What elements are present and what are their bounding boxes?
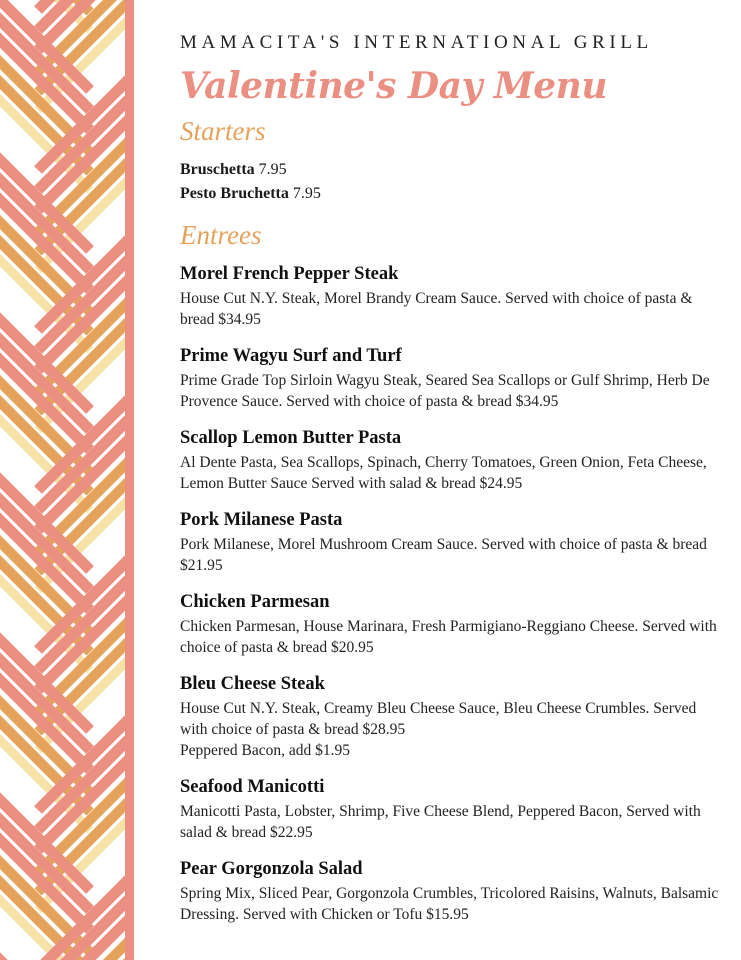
entree-item (180, 775, 720, 843)
entree-item (180, 508, 720, 576)
entree-description: Spring Mix, Sliced Pear, Gorgonzola Crumbles, Tricolored Raisins, Walnuts, Balsamic Dressing. Served with Chicken or Tofu $15.95 (180, 885, 719, 923)
starter-item (180, 158, 720, 182)
entree-item (180, 672, 720, 761)
entrees-list (180, 262, 720, 925)
entree-description: Pork Milanese, Morel Mushroom Cream Sauce. Served with choice of pasta & bread $21.95 (180, 536, 707, 574)
entree-description: Chicken Parmesan, House Marinara, Fresh Parmigiano-Reggiano Cheese. Served with choice of pasta & bread $20.95 (180, 618, 717, 656)
starter-price: 7.95 (258, 161, 287, 178)
entree-name: Scallop Lemon Butter Pasta (180, 428, 402, 448)
entree-name: Chicken Parmesan (180, 592, 330, 612)
border-edge-bar (125, 0, 134, 960)
entree-name: Pork Milanese Pasta (180, 510, 343, 530)
starter-item (180, 182, 720, 206)
entree-item (180, 857, 720, 925)
starters-list (180, 158, 720, 206)
menu-content (180, 30, 720, 925)
entree-name: Morel French Pepper Steak (180, 264, 399, 284)
entrees-heading: Entrees (180, 220, 262, 250)
menu-title: Valentine's Day Menu (180, 65, 608, 107)
starters-heading: Starters (180, 116, 266, 146)
restaurant-name: MAMACITA'S INTERNATIONAL GRILL (180, 32, 653, 53)
starter-price: 7.95 (292, 185, 321, 202)
entree-item (180, 262, 720, 330)
entree-item (180, 344, 720, 412)
entree-name: Seafood Manicotti (180, 777, 325, 797)
entree-description: House Cut N.Y. Steak, Morel Brandy Cream Sauce. Served with choice of pasta & bread $34.95 (180, 290, 693, 328)
entree-addon: Peppered Bacon, add $1.95 (180, 742, 351, 759)
entree-description: Manicotti Pasta, Lobster, Shrimp, Five Cheese Blend, Peppered Bacon, Served with salad & bread $22.95 (180, 803, 701, 841)
entree-item (180, 426, 720, 494)
entree-name: Pear Gorgonzola Salad (180, 859, 363, 879)
entree-name: Bleu Cheese Steak (180, 674, 325, 694)
entree-description: House Cut N.Y. Steak, Creamy Bleu Cheese Sauce, Bleu Cheese Crumbles. Served with choice of pasta & bread $28.95 (180, 700, 697, 738)
starter-name: Pesto Bruchetta (180, 185, 289, 202)
entree-item (180, 590, 720, 658)
decorative-chevron-border (0, 0, 134, 960)
entree-description: Prime Grade Top Sirloin Wagyu Steak, Seared Sea Scallops or Gulf Shrimp, Herb De Provence Sauce. Served with choice of pasta & bread $34.95 (180, 372, 710, 410)
starter-name: Bruschetta (180, 161, 255, 178)
entree-name: Prime Wagyu Surf and Turf (180, 346, 402, 366)
entree-description: Al Dente Pasta, Sea Scallops, Spinach, Cherry Tomatoes, Green Onion, Feta Cheese, Lemon Butter Sauce Served with salad & bread $24.95 (180, 454, 707, 492)
